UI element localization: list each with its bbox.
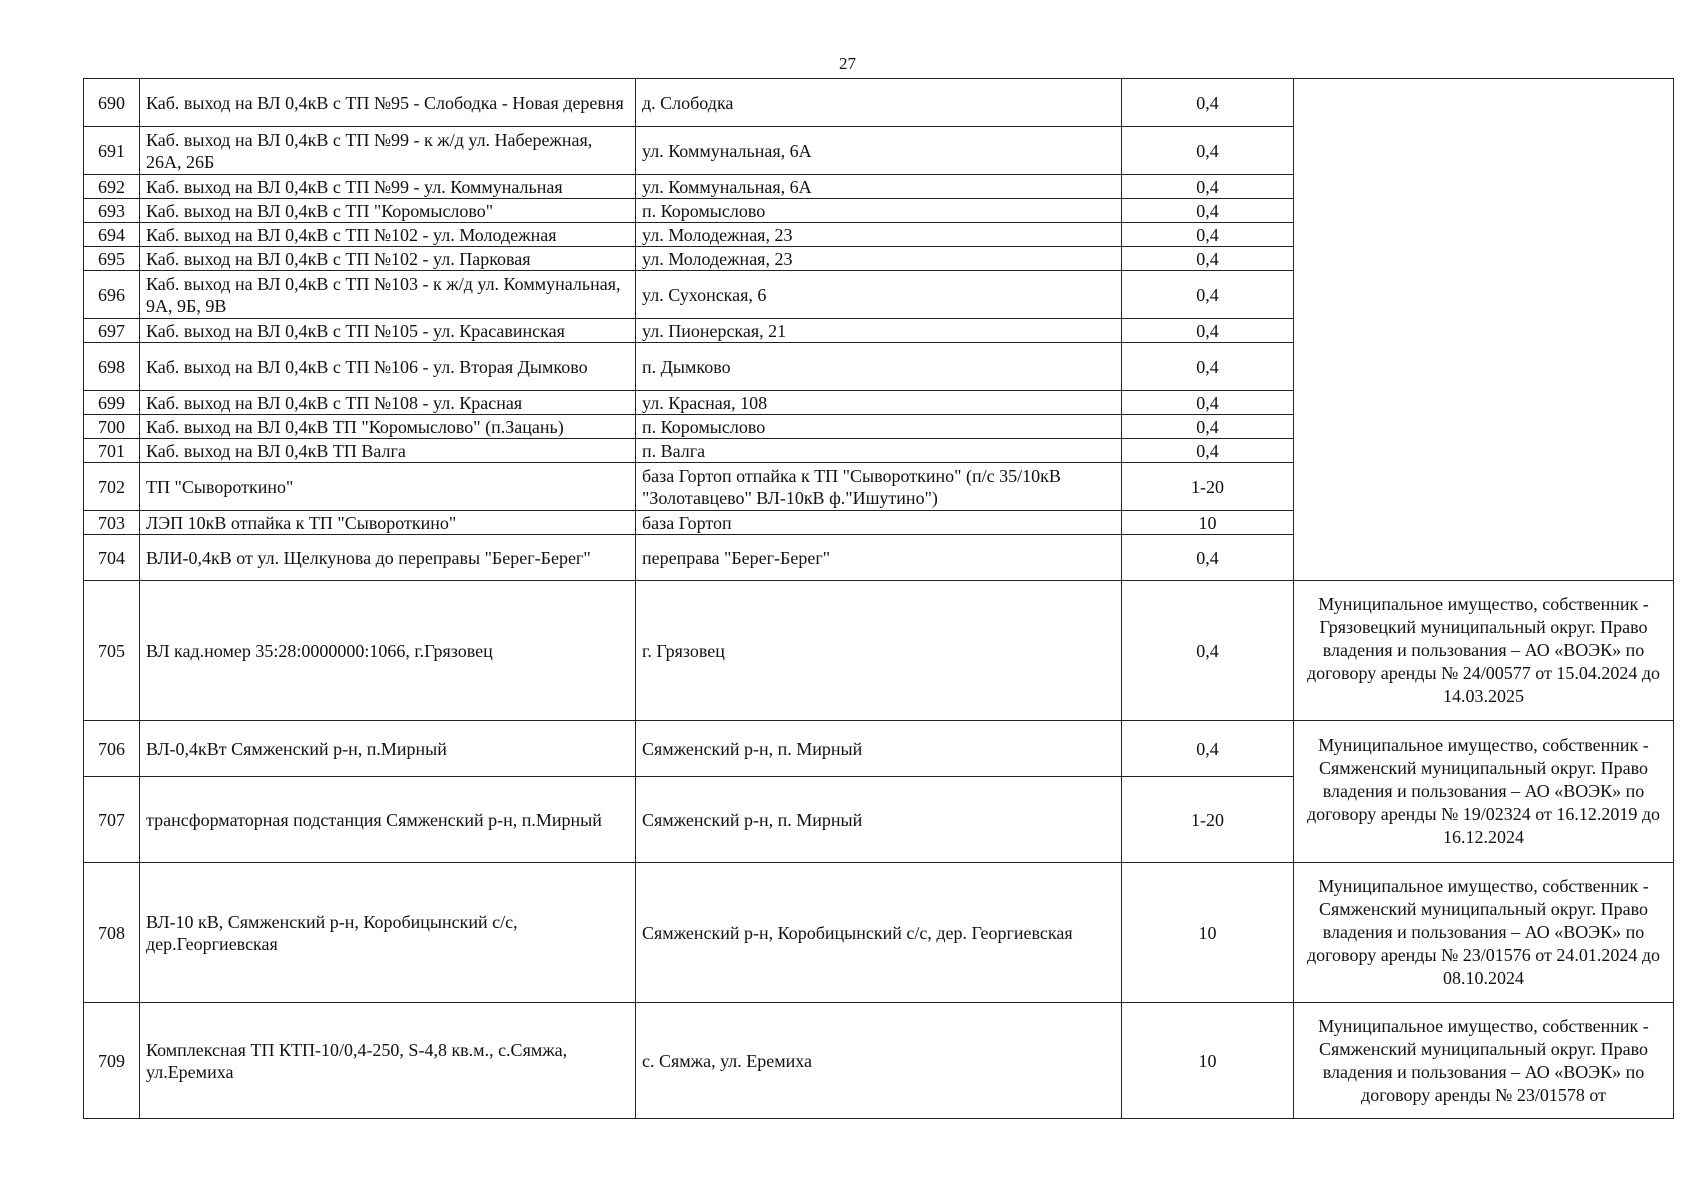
voltage-class: 10 — [1122, 1003, 1294, 1119]
voltage-class: 10 — [1122, 511, 1294, 535]
table-row — [84, 721, 1674, 777]
ownership-note: Муниципальное имущество, собственник - Грязовецкий муниципальный округ. Право владения и пользования – АО «ВОЭК» по договору аренды № 24/00577 от 15.04.2024 до 14.03.2025 — [1294, 581, 1674, 721]
object-address: д. Слободка — [636, 79, 1122, 127]
row-number: 704 — [84, 535, 140, 581]
object-address: Сямженский р-н, п. Мирный — [636, 721, 1122, 777]
row-number: 708 — [84, 863, 140, 1003]
object-address: п. Валга — [636, 439, 1122, 463]
row-number: 691 — [84, 127, 140, 175]
object-address: переправа "Берег-Берег" — [636, 535, 1122, 581]
object-name: Комплексная ТП КТП-10/0,4-250, S-4,8 кв.м., с.Сямжа, ул.Еремиха — [140, 1003, 636, 1119]
voltage-class: 1-20 — [1122, 777, 1294, 863]
ownership-note-empty — [1294, 79, 1674, 581]
row-number: 705 — [84, 581, 140, 721]
row-number: 693 — [84, 199, 140, 223]
voltage-class: 0,4 — [1122, 415, 1294, 439]
row-number: 690 — [84, 79, 140, 127]
page-number: 27 — [839, 54, 856, 73]
voltage-class: 0,4 — [1122, 79, 1294, 127]
voltage-class: 0,4 — [1122, 223, 1294, 247]
object-address: п. Коромыслово — [636, 199, 1122, 223]
voltage-class: 0,4 — [1122, 581, 1294, 721]
object-name: Каб. выход на ВЛ 0,4кВ ТП "Коромыслово" (п.Зацань) — [140, 415, 636, 439]
voltage-class: 0,4 — [1122, 271, 1294, 319]
voltage-class: 0,4 — [1122, 247, 1294, 271]
object-name: Каб. выход на ВЛ 0,4кВ с ТП №105 - ул. Красавинская — [140, 319, 636, 343]
voltage-class: 0,4 — [1122, 439, 1294, 463]
table-row — [84, 863, 1674, 1003]
voltage-class: 0,4 — [1122, 391, 1294, 415]
table-row — [84, 1003, 1674, 1119]
voltage-class: 0,4 — [1122, 721, 1294, 777]
object-name: ВЛ-0,4кВт Сямженский р-н, п.Мирный — [140, 721, 636, 777]
object-name: Каб. выход на ВЛ 0,4кВ с ТП №106 - ул. Вторая Дымково — [140, 343, 636, 391]
object-address: г. Грязовец — [636, 581, 1122, 721]
object-address: ул. Молодежная, 23 — [636, 223, 1122, 247]
row-number: 700 — [84, 415, 140, 439]
row-number: 709 — [84, 1003, 140, 1119]
object-name: Каб. выход на ВЛ 0,4кВ с ТП №108 - ул. Красная — [140, 391, 636, 415]
voltage-class: 10 — [1122, 863, 1294, 1003]
voltage-class: 0,4 — [1122, 343, 1294, 391]
object-name: Каб. выход на ВЛ 0,4кВ с ТП №102 - ул. Молодежная — [140, 223, 636, 247]
object-address: ул. Коммунальная, 6А — [636, 127, 1122, 175]
object-name: Каб. выход на ВЛ 0,4кВ с ТП №95 - Слободка - Новая деревня — [140, 79, 636, 127]
row-number: 702 — [84, 463, 140, 511]
row-number: 701 — [84, 439, 140, 463]
row-number: 695 — [84, 247, 140, 271]
ownership-note: Муниципальное имущество, собственник - Сямженский муниципальный округ. Право владения и пользования – АО «ВОЭК» по договору аренды № 19/02324 от 16.12.2019 до 16.12.2024 — [1294, 721, 1674, 863]
asset-registry-table — [83, 78, 1674, 1119]
voltage-class: 0,4 — [1122, 175, 1294, 199]
row-number: 707 — [84, 777, 140, 863]
table-row — [84, 581, 1674, 721]
voltage-class: 1-20 — [1122, 463, 1294, 511]
object-name: ВЛИ-0,4кВ от ул. Щелкунова до переправы "Берег-Берег" — [140, 535, 636, 581]
object-address: ул. Молодежная, 23 — [636, 247, 1122, 271]
row-number: 703 — [84, 511, 140, 535]
object-address: ул. Красная, 108 — [636, 391, 1122, 415]
object-address: Сямженский р-н, п. Мирный — [636, 777, 1122, 863]
object-address: ул. Пионерская, 21 — [636, 319, 1122, 343]
object-address: п. Коромыслово — [636, 415, 1122, 439]
object-address: ул. Сухонская, 6 — [636, 271, 1122, 319]
object-address: база Гортоп отпайка к ТП "Сывороткино" (п/с 35/10кВ "Золотавцево" ВЛ-10кВ ф."Ишутино") — [636, 463, 1122, 511]
voltage-class: 0,4 — [1122, 535, 1294, 581]
row-number: 696 — [84, 271, 140, 319]
object-address: Сямженский р-н, Коробицынский с/с, дер. Георгиевская — [636, 863, 1122, 1003]
voltage-class: 0,4 — [1122, 319, 1294, 343]
object-name: Каб. выход на ВЛ 0,4кВ с ТП №99 - ул. Коммунальная — [140, 175, 636, 199]
object-name: ТП "Сывороткино" — [140, 463, 636, 511]
ownership-note: Муниципальное имущество, собственник - Сямженский муниципальный округ. Право владения и пользования – АО «ВОЭК» по договору аренды № 23/01576 от 24.01.2024 до 08.10.2024 — [1294, 863, 1674, 1003]
object-address: с. Сямжа, ул. Еремиха — [636, 1003, 1122, 1119]
row-number: 698 — [84, 343, 140, 391]
row-number: 699 — [84, 391, 140, 415]
voltage-class: 0,4 — [1122, 127, 1294, 175]
row-number: 697 — [84, 319, 140, 343]
ownership-note: Муниципальное имущество, собственник - Сямженский муниципальный округ. Право владения и пользования – АО «ВОЭК» по договору аренды № 23/01578 от — [1294, 1003, 1674, 1119]
object-address: п. Дымково — [636, 343, 1122, 391]
object-name: Каб. выход на ВЛ 0,4кВ с ТП №103 - к ж/д ул. Коммунальная, 9А, 9Б, 9В — [140, 271, 636, 319]
object-address: база Гортоп — [636, 511, 1122, 535]
object-name: Каб. выход на ВЛ 0,4кВ с ТП №102 - ул. Парковая — [140, 247, 636, 271]
object-address: ул. Коммунальная, 6А — [636, 175, 1122, 199]
row-number: 694 — [84, 223, 140, 247]
object-name: Каб. выход на ВЛ 0,4кВ с ТП №99 - к ж/д ул. Набережная, 26А, 26Б — [140, 127, 636, 175]
object-name: ЛЭП 10кВ отпайка к ТП "Сывороткино" — [140, 511, 636, 535]
object-name: Каб. выход на ВЛ 0,4кВ с ТП "Коромыслово" — [140, 199, 636, 223]
voltage-class: 0,4 — [1122, 199, 1294, 223]
object-name: ВЛ-10 кВ, Сямженский р-н, Коробицынский с/с, дер.Георгиевская — [140, 863, 636, 1003]
object-name: трансформаторная подстанция Сямженский р-н, п.Мирный — [140, 777, 636, 863]
row-number: 692 — [84, 175, 140, 199]
object-name: Каб. выход на ВЛ 0,4кВ ТП Валга — [140, 439, 636, 463]
object-name: ВЛ кад.номер 35:28:0000000:1066, г.Грязовец — [140, 581, 636, 721]
table-row — [84, 79, 1674, 127]
row-number: 706 — [84, 721, 140, 777]
